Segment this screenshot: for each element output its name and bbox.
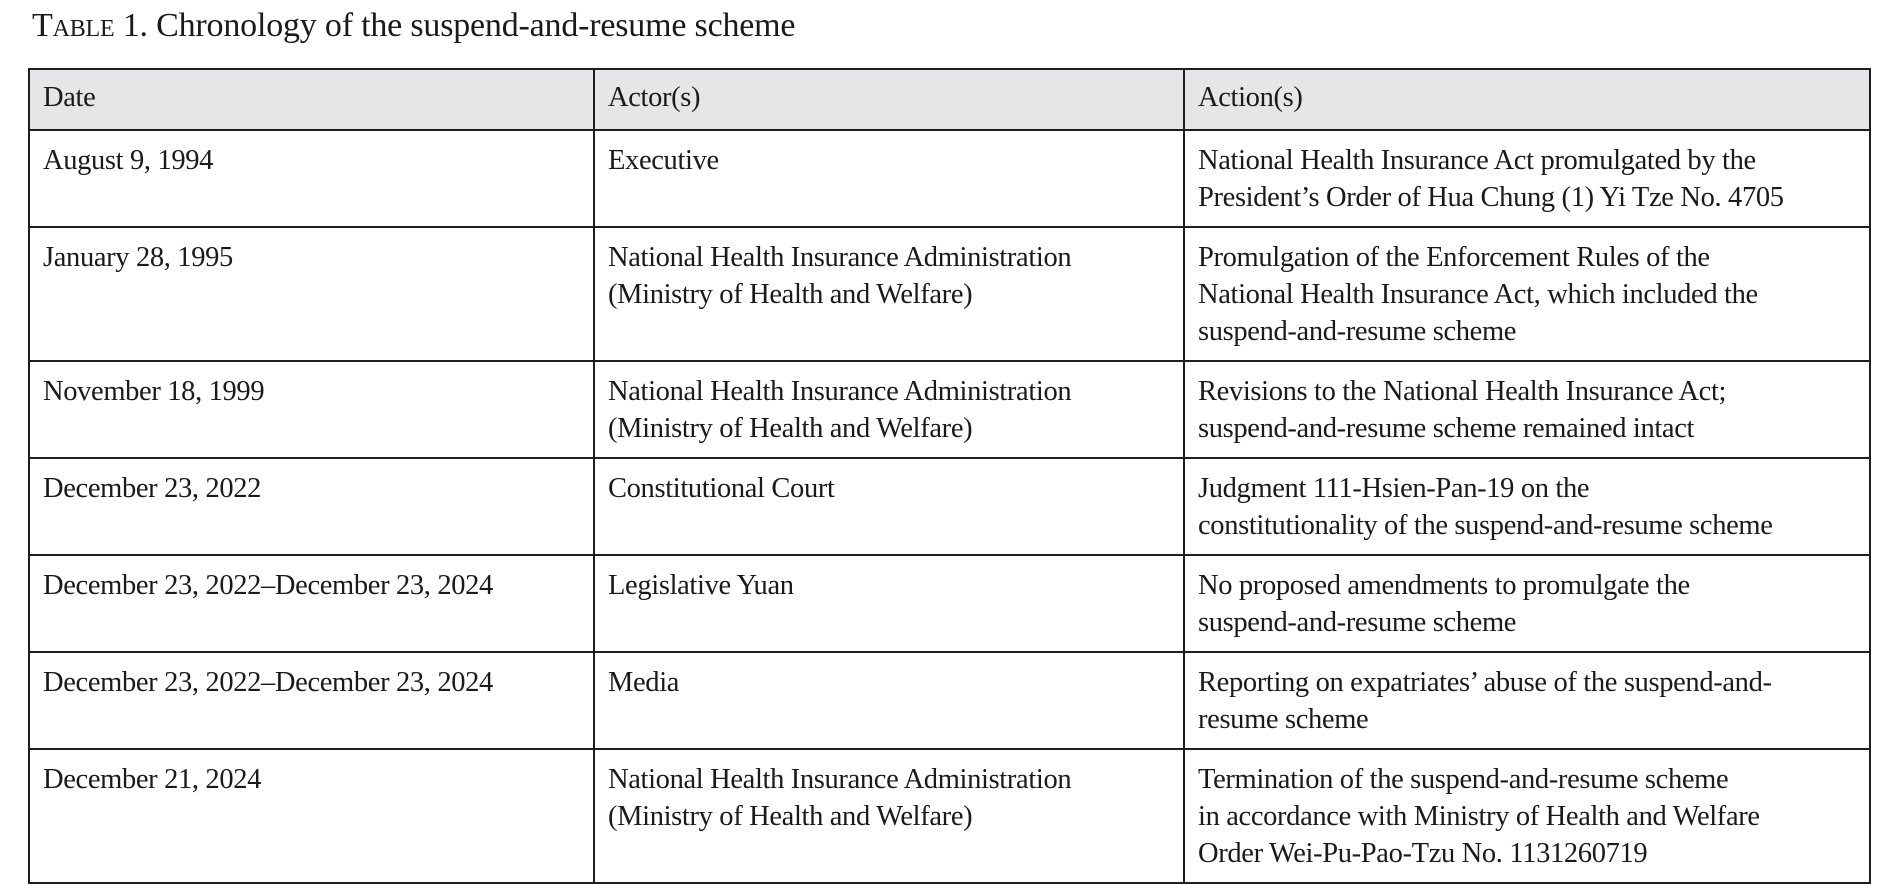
actor-line: National Health Insurance Administration [608, 242, 1072, 273]
date-cell [29, 130, 594, 227]
date-cell [29, 361, 594, 458]
action-cell [1184, 652, 1870, 749]
header-row [29, 69, 1870, 130]
column-header-actors: Actor(s) [594, 69, 1184, 130]
action-line: Termination of the suspend-and-resume scheme [1198, 764, 1729, 795]
table-caption-text: Chronology of the suspend-and-resume scheme [156, 7, 796, 44]
action-line: resume scheme [1198, 704, 1369, 735]
action-line: suspend-and-resume scheme remained intact [1198, 413, 1695, 444]
date-line: January 28, 1995 [43, 242, 233, 273]
action-cell [1184, 458, 1870, 555]
action-line: suspend-and-resume scheme [1198, 607, 1517, 638]
table-row [29, 227, 1870, 361]
actor-cell [594, 227, 1184, 361]
date-cell [29, 458, 594, 555]
action-line: Judgment 111-Hsien-Pan-19 on the [1198, 473, 1590, 504]
actor-line: Constitutional Court [608, 473, 835, 504]
date-line: December 23, 2022–December 23, 2024 [43, 667, 493, 698]
date-line: December 21, 2024 [43, 764, 262, 795]
table-caption [32, 2, 795, 50]
table-row [29, 652, 1870, 749]
action-line: in accordance with Ministry of Health and Welfare [1198, 801, 1760, 832]
date-cell [29, 555, 594, 652]
action-line: suspend-and-resume scheme [1198, 316, 1517, 347]
table-body [29, 130, 1870, 883]
actor-line: National Health Insurance Administration [608, 376, 1072, 407]
table-row [29, 555, 1870, 652]
table-row [29, 130, 1870, 227]
actor-cell [594, 749, 1184, 883]
table-row [29, 458, 1870, 555]
date-line: December 23, 2022–December 23, 2024 [43, 570, 493, 601]
column-header-actions: Action(s) [1184, 69, 1870, 130]
actor-cell [594, 458, 1184, 555]
date-line: August 9, 1994 [43, 145, 214, 176]
actor-cell [594, 361, 1184, 458]
date-cell [29, 652, 594, 749]
date-line: December 23, 2022 [43, 473, 262, 504]
actor-line: (Ministry of Health and Welfare) [608, 413, 973, 444]
chronology-table [28, 68, 1871, 884]
action-line: constitutionality of the suspend-and-resume scheme [1198, 510, 1773, 541]
action-cell [1184, 555, 1870, 652]
actor-line: National Health Insurance Administration [608, 764, 1072, 795]
action-line: No proposed amendments to promulgate the [1198, 570, 1690, 601]
action-line: National Health Insurance Act, which included the [1198, 279, 1758, 310]
actor-line: (Ministry of Health and Welfare) [608, 801, 973, 832]
actor-cell [594, 555, 1184, 652]
table-row [29, 361, 1870, 458]
actor-line: (Ministry of Health and Welfare) [608, 279, 973, 310]
actor-line: Executive [608, 145, 719, 176]
action-cell [1184, 749, 1870, 883]
action-cell [1184, 361, 1870, 458]
actor-cell [594, 130, 1184, 227]
action-line: President’s Order of Hua Chung (1) Yi Tze No. 4705 [1198, 182, 1784, 213]
actor-line: Media [608, 667, 680, 698]
action-line: National Health Insurance Act promulgated by the [1198, 145, 1756, 176]
action-line: Reporting on expatriates’ abuse of the suspend-and- [1198, 667, 1772, 698]
actor-cell [594, 652, 1184, 749]
action-cell [1184, 227, 1870, 361]
action-cell [1184, 130, 1870, 227]
table-caption-label: Table 1. [32, 7, 148, 44]
table-row [29, 749, 1870, 883]
date-line: November 18, 1999 [43, 376, 265, 407]
actor-line: Legislative Yuan [608, 570, 794, 601]
action-line: Promulgation of the Enforcement Rules of the [1198, 242, 1710, 273]
date-cell [29, 227, 594, 361]
date-cell [29, 749, 594, 883]
table-header [29, 69, 1870, 130]
action-line: Order Wei-Pu-Pao-Tzu No. 1131260719 [1198, 838, 1648, 869]
action-line: Revisions to the National Health Insurance Act; [1198, 376, 1727, 407]
column-header-date: Date [29, 69, 594, 130]
